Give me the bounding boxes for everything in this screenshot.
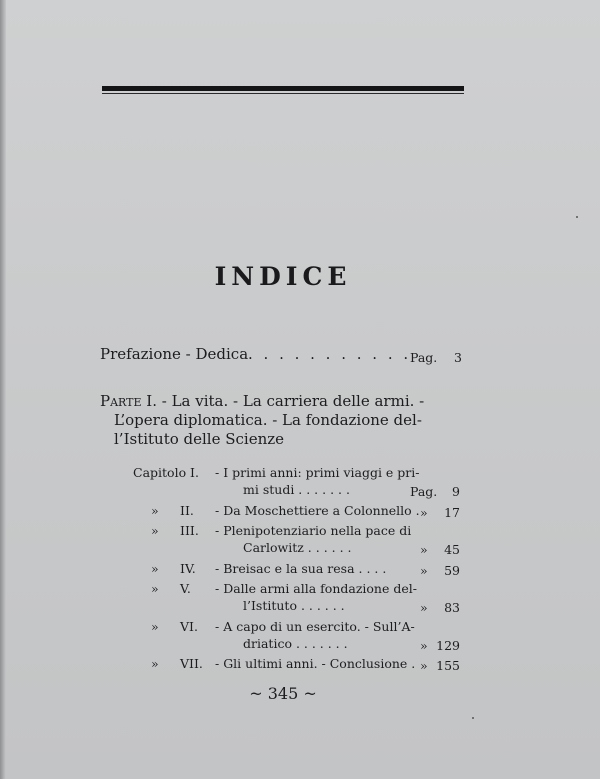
chapter-6-ditto-ref: » [420, 638, 428, 653]
chapter-5-ditto-ref: » [420, 600, 428, 615]
page-title: INDICE [214, 262, 352, 291]
chapter-2-page-number: 17 [444, 505, 460, 520]
chapter-4-page-number: 59 [444, 563, 460, 578]
preface-page-number: 3 [454, 350, 462, 365]
preface-pag-label: Pag. [410, 350, 438, 365]
chapter-6-roman: VI. [180, 619, 198, 634]
chapter-1-title-line-1: - I primi anni: primi viaggi e pri- [215, 465, 420, 480]
chapter-6-title-line-1: - A capo di un esercito. - Sull’A- [215, 619, 415, 634]
preface-leader-dots: . . . . . . . . . . . [248, 345, 412, 363]
chapter-1-prefix: Capitolo I. [133, 465, 199, 480]
chapter-3-roman: III. [180, 523, 199, 538]
chapter-5-page-number: 83 [444, 600, 460, 615]
chapter-5-ditto: » [151, 581, 159, 596]
chapter-3-ditto-ref: » [420, 542, 428, 557]
chapter-4-ditto-ref: » [420, 563, 428, 578]
chapter-5-roman: V. [180, 581, 191, 596]
part-heading-line-3: l’Istituto delle Scienze [114, 430, 285, 448]
part-heading-line-1 [100, 392, 424, 410]
paper-speck [576, 216, 578, 218]
chapter-3-title-line-1: - Plenipotenziario nella pace di [215, 523, 412, 538]
header-rule-thin [102, 93, 464, 94]
header-rule-thick [102, 86, 464, 91]
chapter-7-roman: VII. [180, 656, 203, 671]
chapter-7-page-number: 155 [436, 658, 460, 673]
part-heading-line-2: L’opera diplomatica. - La fondazione del- [114, 411, 422, 429]
chapter-1-title-line-2: mi studi . . . . . . . [243, 482, 350, 497]
chapter-2-title: - Da Moschettiere a Colonnello . [215, 503, 420, 518]
paper-speck [472, 717, 474, 719]
chapter-7-ditto-ref: » [420, 658, 428, 673]
chapter-6-ditto: » [151, 619, 159, 634]
chapter-3-title-line-2: Carlowitz . . . . . . [243, 540, 352, 555]
page-edge-shadow [0, 0, 6, 779]
chapter-2-ditto: » [151, 503, 159, 518]
chapter-3-ditto: » [151, 523, 159, 538]
chapter-4-ditto: » [151, 561, 159, 576]
chapter-3-page-number: 45 [444, 542, 460, 557]
chapter-1-pag-label: Pag. [410, 484, 438, 499]
chapter-7-title: - Gli ultimi anni. - Conclusione . [215, 656, 416, 671]
chapter-5-title-line-2: l’Istituto . . . . . . [243, 598, 345, 613]
chapter-6-page-number: 129 [436, 638, 460, 653]
chapter-5-title-line-1: - Dalle armi alla fondazione del- [215, 581, 417, 596]
chapter-6-title-line-2: driatico . . . . . . . [243, 636, 348, 651]
chapter-7-ditto: » [151, 656, 159, 671]
page-number: ~ 345 ~ [249, 684, 317, 703]
chapter-2-roman: II. [180, 503, 194, 518]
chapter-4-title: - Breisac e la sua resa . . . . [215, 561, 387, 576]
chapter-2-ditto-ref: » [420, 505, 428, 520]
chapter-1-page-number: 9 [452, 484, 460, 499]
part-line-1: I. - La vita. - La carriera delle armi. - [141, 392, 425, 410]
chapter-4-roman: IV. [180, 561, 196, 576]
part-lead: Parte [100, 392, 142, 410]
preface-label: Prefazione - Dedica [100, 345, 249, 363]
